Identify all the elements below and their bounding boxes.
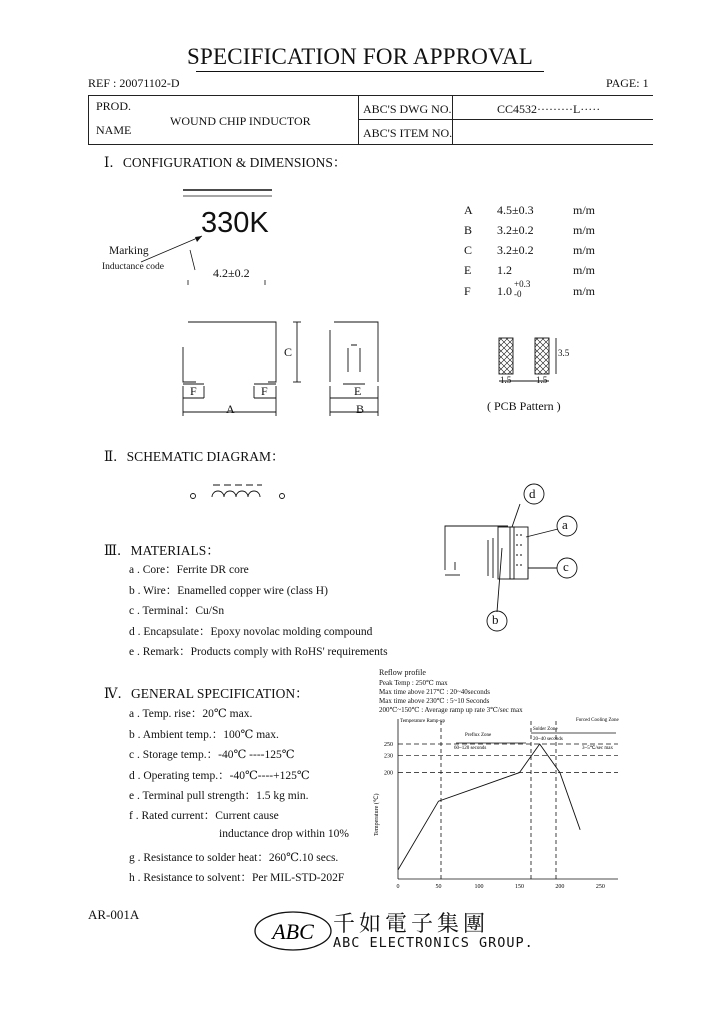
x-tick-label: 100 xyxy=(474,884,484,890)
dim-row-b-value: 3.2±0.2 xyxy=(497,223,534,237)
dim-label-e: E xyxy=(354,384,362,398)
dim-row-e-label: E xyxy=(464,263,472,277)
dim-row-f-value: 1.0 xyxy=(497,284,512,298)
callout-d: d xyxy=(529,486,536,501)
x-tick-label: 250 xyxy=(595,884,605,890)
phase-label: Temperature Ramp-up xyxy=(400,719,446,724)
dim-label-b: B xyxy=(356,402,365,416)
phase-note: 20~40 seconds xyxy=(533,737,563,742)
reflow-line: 200℃~150℃ : Average ramp up rate 3℃/sec max xyxy=(379,706,523,714)
dim-row-b-unit: m/m xyxy=(573,223,596,237)
material-item: a . Core：Ferrite DR core xyxy=(129,564,249,576)
dim-row-a-unit: m/m xyxy=(573,203,596,217)
spec-item-continued: inductance drop within 10% xyxy=(219,828,349,840)
dim-row-a-value: 4.5±0.3 xyxy=(497,203,534,217)
page-number: PAGE: 1 xyxy=(606,76,649,90)
dim-label-f-left: F xyxy=(190,384,197,398)
x-tick-label: 200 xyxy=(555,884,565,890)
inductance-code-label: Inductance code xyxy=(102,262,164,272)
x-tick-label: 50 xyxy=(435,884,442,890)
page-title: SPECIFICATION FOR APPROVAL xyxy=(186,44,534,69)
material-item: c . Terminal：Cu/Sn xyxy=(129,605,225,617)
logo-text: ABC xyxy=(272,919,314,944)
pcb-dim-a: 1.5 xyxy=(500,375,512,385)
spec-item: a . Temp. rise：20℃ max. xyxy=(129,708,253,720)
x-tick-label: 150 xyxy=(514,884,524,890)
item-label: ABC'S ITEM NO. xyxy=(363,126,453,140)
phase-note: 3~5℃/sec max xyxy=(582,746,613,751)
dim-label-a: A xyxy=(226,402,235,416)
phase-note: 60~120 seconds xyxy=(454,746,487,751)
abc-logo xyxy=(253,910,333,952)
phase-label: Solder Zone xyxy=(533,727,558,732)
reflow-line: Peak Temp : 250℃ max xyxy=(379,679,448,687)
dim-row-a-label: A xyxy=(464,203,473,217)
spec-item: g . Resistance to solder heat：260℃.10 secs. xyxy=(129,852,339,864)
dim-label-f-right: F xyxy=(261,384,268,398)
spec-item: d . Operating temp.：-40℃----+125℃ xyxy=(129,770,310,782)
phase-label: Forced Cooling Zone xyxy=(576,718,619,723)
form-code: AR-001A xyxy=(88,907,140,922)
spec-item: b . Ambient temp.：100℃ max. xyxy=(129,729,279,741)
y-tick-label: 230 xyxy=(384,753,393,760)
dim-row-f-unit: m/m xyxy=(573,284,596,298)
prod-label: PROD. xyxy=(96,99,132,113)
y-tick-label: 200 xyxy=(384,770,393,777)
material-item: d . Encapsulate：Epoxy novolac molding compound xyxy=(129,626,373,638)
marking-label: Marking xyxy=(109,245,149,257)
dim-row-e-value: 1.2 xyxy=(497,263,512,277)
spec-item: f . Rated current：Current cause xyxy=(129,810,279,822)
pcb-pattern-label: ( PCB Pattern ) xyxy=(487,399,561,413)
spec-item: c . Storage temp.：-40℃ ----125℃ xyxy=(129,749,295,761)
dwg-value: CC4532·········L····· xyxy=(497,102,601,116)
dim-row-f-tol-minus: -0 xyxy=(514,289,522,299)
marking-code: 330K xyxy=(201,207,269,239)
section-schematic-title: Ⅱ．SCHEMATIC DIAGRAM： xyxy=(104,449,285,464)
dim-row-c-unit: m/m xyxy=(573,243,596,257)
reflow-title: Reflow profile xyxy=(379,668,426,677)
company-chinese-name: 千如電子集團 xyxy=(333,912,490,937)
callout-c: c xyxy=(563,559,569,574)
section-general-spec-title: Ⅳ．GENERAL SPECIFICATION： xyxy=(104,686,309,701)
y-tick-label: 250 xyxy=(384,742,393,748)
dwg-label: ABC'S DWG NO. xyxy=(363,102,452,116)
dim-row-f-label: F xyxy=(464,284,471,298)
section-materials-title: Ⅲ．MATERIALS： xyxy=(104,543,220,558)
pcb-dim-b: 1.5 xyxy=(536,375,548,385)
callout-b: b xyxy=(492,612,499,627)
material-item: b . Wire：Enamelled copper wire (class H) xyxy=(129,585,328,597)
reflow-chart xyxy=(370,716,640,896)
x-tick-label: 0 xyxy=(396,884,400,890)
name-label: NAME xyxy=(96,123,132,137)
spec-item: e . Terminal pull strength：1.5 kg min. xyxy=(129,790,309,802)
company-name: ABC ELECTRONICS GROUP. xyxy=(333,935,534,951)
callout-a: a xyxy=(562,517,568,532)
reflow-line: Max time above 230℃ : 5~10 Seconds xyxy=(379,697,490,705)
dim-row-e-unit: m/m xyxy=(573,263,596,277)
dim-row-f-tol-plus: +0.3 xyxy=(514,279,531,289)
dim-row-b-label: B xyxy=(464,223,473,237)
section-config-title: Ⅰ．CONFIGURATION & DIMENSIONS： xyxy=(104,155,347,170)
width-dimension: 4.2±0.2 xyxy=(213,266,250,280)
dim-label-c: C xyxy=(284,345,293,359)
ref-number: REF : 20071102-D xyxy=(88,76,180,90)
spec-item: h . Resistance to solvent：Per MIL-STD-202F xyxy=(129,872,345,884)
reflow-profile-line xyxy=(398,744,580,870)
reflow-line: Max time above 217℃ : 20~40seconds xyxy=(379,688,490,696)
dim-row-c-value: 3.2±0.2 xyxy=(497,243,534,257)
material-item: e . Remark：Products comply with RoHS' requirements xyxy=(129,646,388,658)
pcb-dim-height: 3.5 xyxy=(558,348,570,358)
dim-row-c-label: C xyxy=(464,243,473,257)
product-name: WOUND CHIP INDUCTOR xyxy=(170,114,311,128)
phase-label: Preflux Zone xyxy=(465,733,492,738)
chart-ylabel: Temperature (℃) xyxy=(374,793,380,836)
